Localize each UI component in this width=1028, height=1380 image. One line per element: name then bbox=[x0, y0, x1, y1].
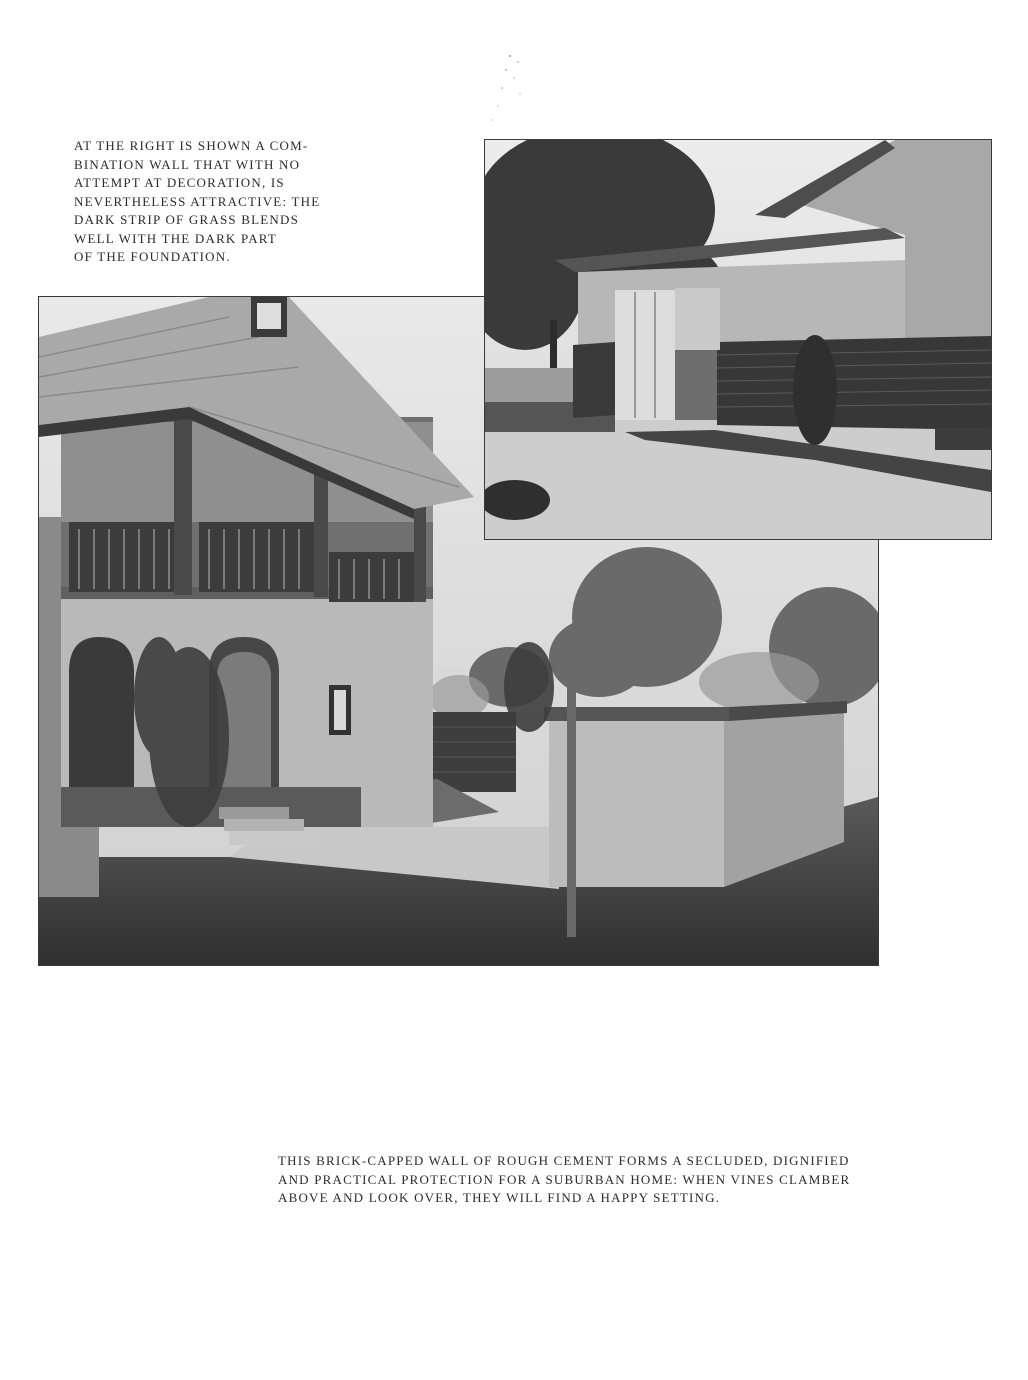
caption-top-line: DARK STRIP OF GRASS BLENDS bbox=[74, 212, 300, 227]
caption-bottom-line: THIS BRICK-CAPPED WALL OF ROUGH CEMENT FORMS A SECLUDED, DIGNIFIED bbox=[278, 1153, 850, 1168]
caption-top bbox=[74, 137, 354, 267]
caption-top-line: NEVERTHELESS ATTRACTIVE: THE bbox=[74, 193, 321, 209]
caption-bottom-line: AND PRACTICAL PROTECTION FOR A SUBURBAN HOME: WHEN VINES CLAMBER bbox=[278, 1171, 851, 1187]
caption-top-line: ATTEMPT AT DECORATION, IS bbox=[74, 175, 285, 190]
caption-top-line: OF THE FOUNDATION. bbox=[74, 249, 231, 264]
caption-top-line: BINATION WALL THAT WITH NO bbox=[74, 156, 301, 172]
photo-combination-wall bbox=[484, 139, 992, 540]
caption-top-line: AT THE RIGHT IS SHOWN A COM- bbox=[74, 138, 309, 153]
caption-bottom-line: ABOVE AND LOOK OVER, THEY WILL FIND A HAPPY SETTING. bbox=[278, 1190, 721, 1205]
caption-top-line: WELL WITH THE DARK PART bbox=[74, 230, 278, 246]
caption-bottom bbox=[278, 1152, 918, 1208]
paper-speck bbox=[480, 48, 550, 133]
